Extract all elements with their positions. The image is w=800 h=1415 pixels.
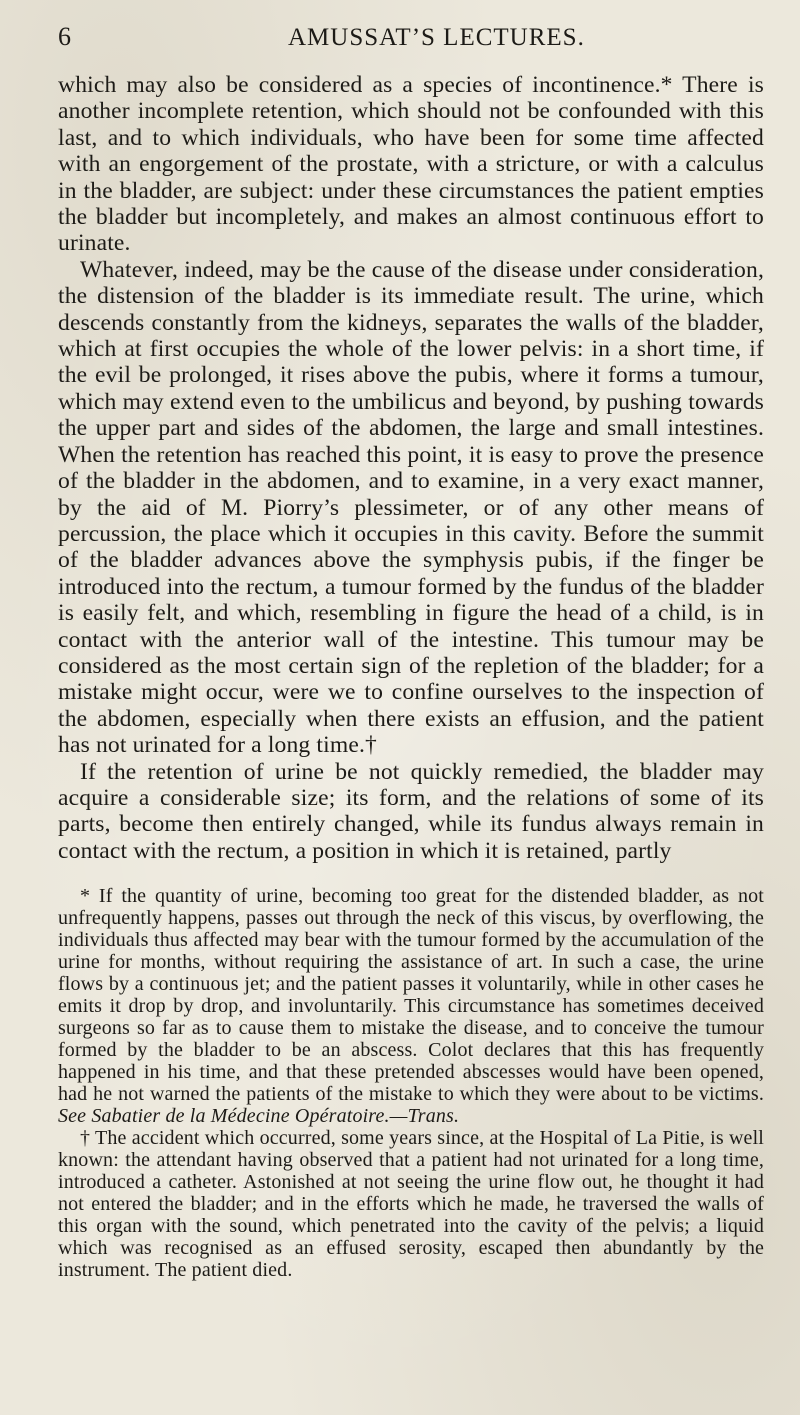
footnote-asterisk	[58, 885, 764, 1127]
page-number: 6	[58, 22, 71, 51]
page-header	[58, 22, 764, 72]
footnotes	[58, 885, 764, 1281]
body-paragraph: Whatever, indeed, may be the cause of the disease under consideration, the distension of the bladder is its immediate result. The urine, which descends constantly from the kidneys, separates the walls of the bladder, which at first occupies the whole of the lower pelvis: in a short time, if the evil be prolonged, it rises above the pubis, where it forms a tumour, which may extend even to the umbilicus and beyond, by pushing towards the upper part and sides of the abdomen, the large and small intestines. When the retention has reached this point, it is easy to prove the presence of the bladder in the abdomen, and to examine, in a very exact manner, by the aid of M. Piorry’s plessimeter, or of any other means of percussion, the place which it occupies in this cavity. Before the summit of the bladder advances above the symphysis pubis, if the finger be introduced into the rectum, a tumour formed by the fundus of the bladder is easily felt, and which, resembling in figure the head of a child, is in contact with the anterior wall of the intestine. This tumour may be considered as the most certain sign of the repletion of the bladder; for a mistake might occur, were we to confine ourselves to the inspection of the abdomen, especially when there exists an effusion, and the patient has not urinated for a long time.†	[58, 256, 764, 759]
footnote-dagger: † The accident which occurred, some years since, at the Hospital of La Pitie, is well known: the attendant having observed that a patient had not urinated for a long time, introduced a catheter. Astonished at not seeing the urine flow out, he thought it had not entered the bladder; and in the efforts which he made, he traversed the walls of this organ with the sound, which penetrated into the cavity of the pelvis; a liquid which was recognised as an effused serosity, escaped then abundantly by the instrument. The patient died.	[58, 1127, 764, 1282]
book-page	[58, 22, 764, 1281]
main-text	[58, 72, 764, 864]
footnote-citation: See Sabatier de la Médecine Opératoire.—Trans.	[58, 1105, 460, 1128]
running-head: AMUSSAT’S LECTURES.	[288, 24, 585, 51]
body-paragraph: If the retention of urine be not quickly remedied, the bladder may acquire a considerable size; its form, and the relations of some of its parts, become then entirely changed, while its fundus always remain in contact with the rectum, a position in which it is retained, partly	[58, 758, 764, 864]
body-paragraph: which may also be considered as a species of incontinence.* There is another incomplete retention, which should not be confounded with this last, and to which individuals, who have been for some time affected with an engorgement of the prostate, with a stricture, or with a calculus in the bladder, are subject: under these circumstances the patient empties the bladder but incompletely, and makes an almost continuous effort to urinate.	[58, 72, 764, 257]
footnote-text: * If the quantity of urine, becoming too great for the distended bladder, as not unfrequently happens, passes out through the neck of this viscus, by overflowing, the individuals thus affected may bear with the tumour formed by the accumulation of the urine for months, without requiring the assistance of art. In such a case, the urine flows by a continuous jet; and the patient passes it voluntarily, while in other cases he emits it drop by drop, and involuntarily. This circumstance has sometimes deceived surgeons so far as to cause them to mistake the disease, and to conceive the tumour formed by the bladder to be an abscess. Colot declares that this has frequently happened in his time, and that these pretended abscesses would have been opened, had he not warned the patients of the mistake to which they were about to be victims.	[58, 885, 764, 1106]
